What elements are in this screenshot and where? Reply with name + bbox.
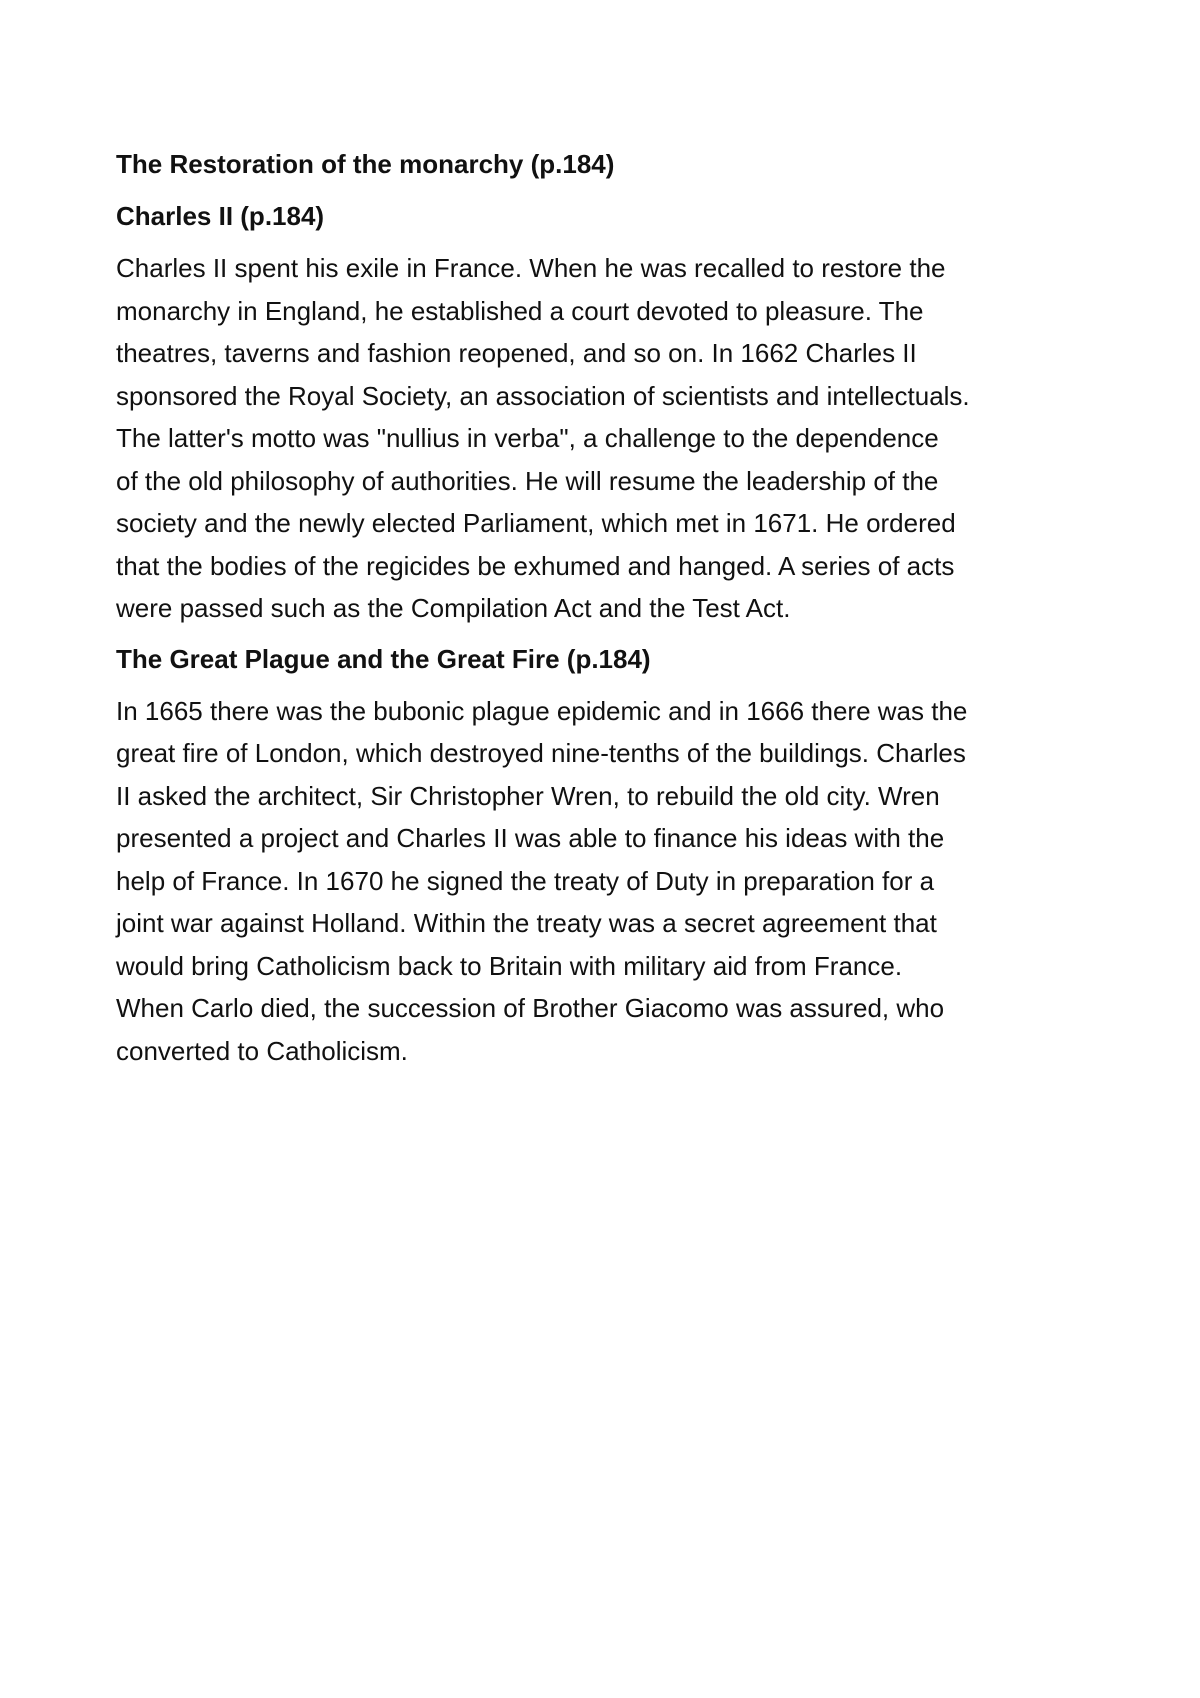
paragraph-line: great fire of London, which destroyed nine-tenths of the buildings. Charles [116, 738, 966, 768]
paragraph-line: II asked the architect, Sir Christopher Wren, to rebuild the old city. Wren [116, 780, 940, 811]
paragraph-line: Charles II spent his exile in France. When he was recalled to restore the [116, 253, 946, 283]
page-title: The Restoration of the monarchy (p.184) [116, 149, 615, 179]
paragraph-line: theatres, taverns and fashion reopened, and so on. In 1662 Charles II [116, 338, 917, 368]
paragraph-line: would bring Catholicism back to Britain with military aid from France. [116, 950, 903, 981]
paragraph-line: joint war against Holland. Within the treaty was a secret agreement that [116, 908, 937, 938]
paragraph-line: monarchy in England, he established a court devoted to pleasure. The [116, 295, 924, 326]
paragraph-line: help of France. In 1670 he signed the treaty of Duty in preparation for a [116, 865, 935, 896]
paragraph-line: of the old philosophy of authorities. He will resume the leadership of the [116, 465, 939, 496]
paragraph-line: converted to Catholicism. [116, 1035, 408, 1066]
paragraph-line: sponsored the Royal Society, an association of scientists and intellectuals. [116, 380, 970, 411]
section-paragraph-great-plague-fire [116, 690, 1096, 1073]
paragraph-line: The latter's motto was "nullius in verba", a challenge to the dependence [116, 423, 939, 453]
section-heading-charles-ii: Charles II (p.184) [116, 201, 325, 231]
paragraph-line: were passed such as the Compilation Act and the Test Act. [116, 593, 791, 623]
paragraph-line: When Carlo died, the succession of Brother Giacomo was assured, who [116, 993, 945, 1023]
paragraph-line: that the bodies of the regicides be exhumed and hanged. A series of acts [116, 550, 955, 581]
document-page [116, 147, 1096, 1084]
section-heading-great-plague-fire: The Great Plague and the Great Fire (p.184) [116, 643, 651, 674]
section-paragraph-charles-ii [116, 247, 1096, 630]
paragraph-line: society and the newly elected Parliament, which met in 1671. He ordered [116, 508, 956, 538]
paragraph-line: presented a project and Charles II was able to finance his ideas with the [116, 823, 945, 853]
paragraph-line: In 1665 there was the bubonic plague epidemic and in 1666 there was the [116, 695, 968, 726]
